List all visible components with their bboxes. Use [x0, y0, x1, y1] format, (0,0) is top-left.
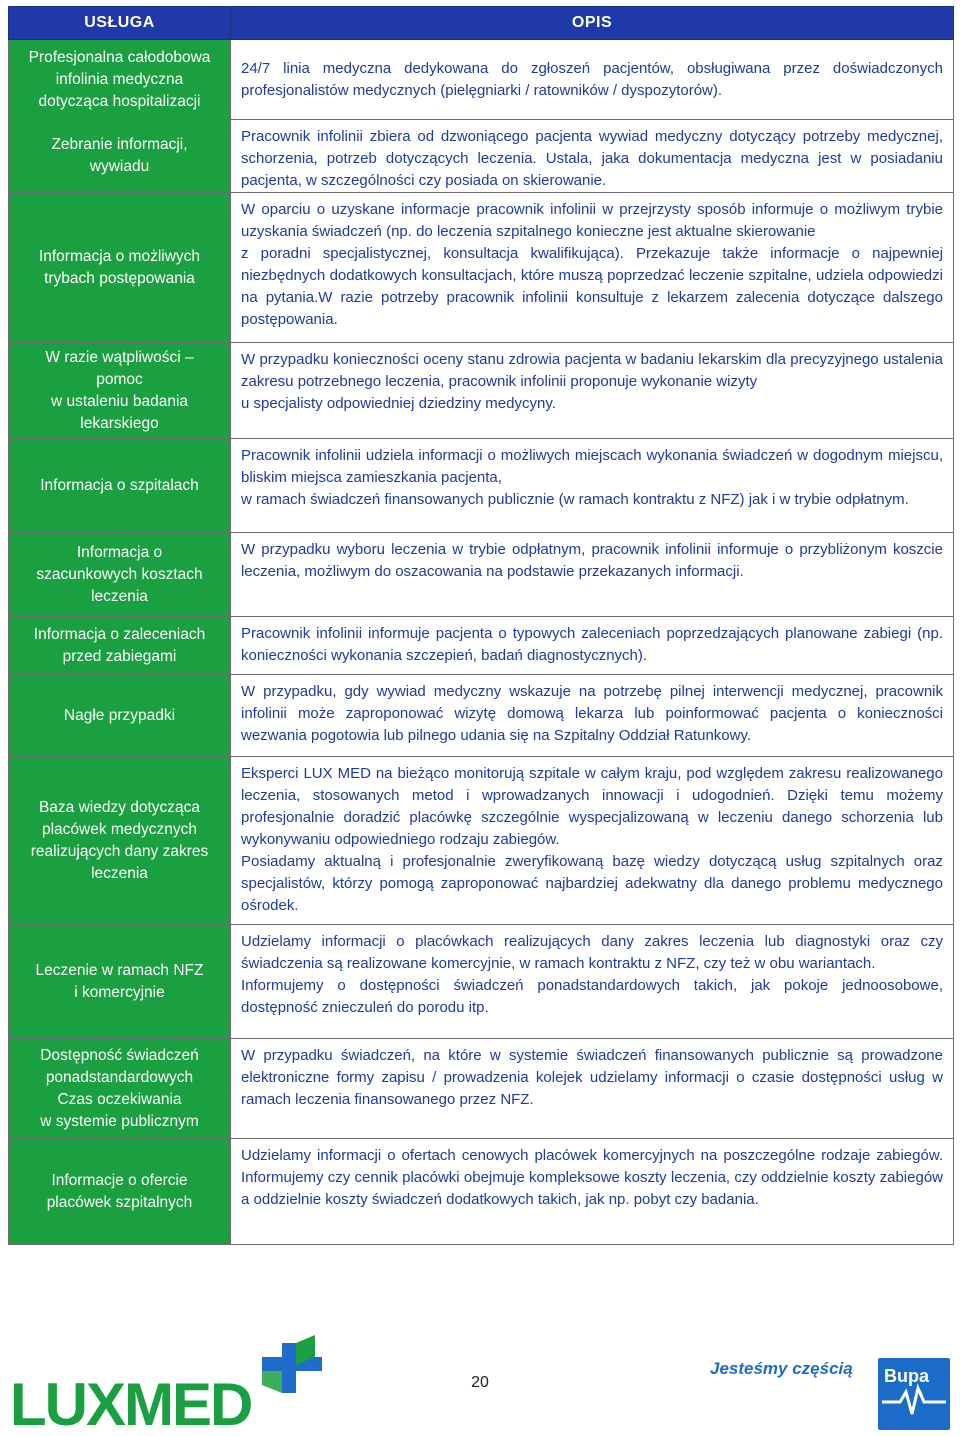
bupa-tagline: Jesteśmy częścią	[710, 1359, 853, 1378]
service-label: Dostępność świadczeń ponadstandardowych Czas oczekiwania w systemie publicznym	[40, 1046, 199, 1130]
service-cell	[9, 439, 231, 533]
bupa-wordmark: Bupa	[884, 1366, 929, 1386]
description-cell	[231, 1039, 954, 1139]
description-cell	[231, 533, 954, 617]
service-label: Profesjonalna całodobowa infolinia medyczna dotycząca hospitalizacji	[28, 48, 211, 110]
service-label: Leczenie w ramach NFZ i komercyjnie	[35, 961, 204, 1001]
description-text: Udzielamy informacji o ofertach cenowych placówek komercyjnych na poszczególne rodzaje zabiegów. Informujemy czy cennik placówki obejmuje kompleksowe koszty leczenia, czy oddzielnie koszty zabiegów a oddzielnie koszty świadczeń dodatkowych takich, jak np. pobyt czy badania.	[241, 1147, 943, 1208]
description-text: Pracownik infolinii informuje pacjenta o typowych zaleceniach poprzedzających planowane zabiegi (np. konieczności wykonania szczepień, badań diagnostycznych).	[241, 625, 943, 664]
service-cell	[9, 1139, 231, 1245]
service-label: Zebranie informacji, wywiadu	[51, 136, 188, 175]
service-cell	[9, 1039, 231, 1139]
service-label: Informacje o ofercie placówek szpitalnych	[46, 1171, 193, 1211]
table-row	[9, 40, 954, 120]
table-row	[9, 1039, 954, 1139]
service-cell	[9, 533, 231, 617]
table-row	[9, 120, 954, 193]
description-text: Pracownik infolinii zbiera od dzwoniącego pacjenta wywiad medyczny dotyczący potrzeby medycznej, schorzenia, potrzeb dotyczących leczenia. Ustala, jaka dokumentacja medyczna jest w posiadaniu pacjenta, w szczególności czy posiada on skierowanie.	[241, 128, 943, 189]
description-cell	[231, 193, 954, 343]
table-header-row	[9, 7, 954, 40]
service-cell	[9, 617, 231, 675]
service-label: Informacja o szacunkowych kosztach leczenia	[36, 543, 203, 605]
table-row	[9, 1139, 954, 1245]
service-cell	[9, 925, 231, 1039]
service-label: Informacja o możliwych trybach postępowania	[38, 247, 201, 287]
description-text: W przypadku wyboru leczenia w trybie odpłatnym, pracownik infolinii informuje o przybliżonym koszcie leczenia, możliwym do oszacowania na podstawie przekazanych informacji.	[241, 541, 943, 580]
service-cell	[9, 193, 231, 343]
description-cell	[231, 675, 954, 757]
table-row	[9, 617, 954, 675]
page-number: 20	[471, 1374, 489, 1391]
service-label: Baza wiedzy dotycząca placówek medycznych realizujących dany zakres leczenia	[30, 798, 209, 882]
description-cell	[231, 1139, 954, 1245]
table-row	[9, 925, 954, 1039]
service-cell	[9, 343, 231, 439]
service-label: W razie wątpliwości – pomoc w ustaleniu badania lekarskiego	[45, 348, 194, 432]
description-cell	[231, 617, 954, 675]
table-row	[9, 533, 954, 617]
description-cell	[231, 120, 954, 193]
description-text: W przypadku konieczności oceny stanu zdrowia pacjenta w badaniu lekarskim dla precyzyjnego ustalenia zakresu potrzebnego leczenia, pracownik infolinii proponuje wykonanie wizyty u specjalisty odpowiedniej dziedziny medycyny.	[241, 351, 943, 412]
description-text: Udzielamy informacji o placówkach realizujących dany zakres leczenia lub diagnostyki oraz czy świadczenia są realizowane komercyjnie, w ramach kontraktu z NFZ, czy też w obu wariantach. Informujemy o dostępności świadczeń ponadstandardowych takich, jak pokoje jednoosobowe, dostępność znieczuleń do porodu itp.	[241, 933, 943, 1016]
description-cell	[231, 343, 954, 439]
table-row	[9, 675, 954, 757]
description-text: W przypadku, gdy wywiad medyczny wskazuje na potrzebę pilnej interwencji medycznej, pracownik infolinii może zaproponować wizytę domową lekarza lub poinformować pacjenta o konieczności wezwania pogotowia lub pilnego udania się na Szpitalny Oddział Ratunkowy.	[241, 683, 943, 744]
service-label: Informacja o szpitalach	[40, 476, 199, 494]
table-row	[9, 343, 954, 439]
service-cell	[9, 675, 231, 757]
services-table	[8, 6, 954, 1245]
header-service: USŁUGA	[9, 7, 231, 40]
table-row	[9, 193, 954, 343]
table-row	[9, 757, 954, 925]
description-text: Eksperci LUX MED na bieżąco monitorują szpitale w całym kraju, pod względem zakresu realizowanego leczenia, stosowanych metod i wprowadzanych innowacji i udogodnień. Dzięki temu możemy profesjonalnie doradzić placówkę szczególnie wyspecjalizowaną w leczeniu danego schorzenia lub wykonywaniu odpowiedniego rodzaju zabiegów. Posiadamy aktualną i profesjonalnie zweryfikowaną bazę wiedzy dotyczącą usług szpitalnych oraz specjalistów, którzy pomogą zaproponować najbardziej adekwatny dla danego problemu medycznego ośrodek.	[241, 765, 943, 914]
service-label: Nagłe przypadki	[63, 706, 176, 724]
luxmed-wordmark: LUXMED	[10, 1371, 252, 1431]
description-cell	[231, 757, 954, 925]
description-cell	[231, 40, 954, 120]
table-row	[9, 439, 954, 533]
description-text: 24/7 linia medyczna dedykowana do zgłoszeń pacjentów, obsługiwana przez doświadczonych profesjonalistów medycznych (pielęgniarki / ratowników / dyspozytorów).	[241, 60, 943, 99]
luxmed-logo	[10, 1333, 330, 1436]
description-cell	[231, 925, 954, 1039]
description-text: W oparciu o uzyskane informacje pracownik infolinii w przejrzysty sposób informuje o możliwym trybie uzyskania świadczeń (np. do leczenia szpitalnego konieczne jest aktualne skierowanie z poradni specjalistycznej, konsultacja kwalifikująca). Przekazuje także informacje o najpewniej niezbędnych dodatkowych konsultacjach, które muszą poprzedzać leczenie szpitalne, udziela odpowiedzi na pytania.W razie potrzeby pracownik infolinii konsultuje z lekarzem zalecenia dotyczące dalszego postępowania.	[241, 201, 943, 328]
service-label: Informacja o zaleceniach przed zabiegami	[33, 625, 206, 665]
service-cell	[9, 757, 231, 925]
bupa-logo	[878, 1358, 950, 1435]
service-cell	[9, 40, 231, 120]
description-text: Pracownik infolinii udziela informacji o możliwych miejscach wykonania świadczeń w dogodnym miejscu, bliskim miejsca zamieszkania pacjenta, w ramach świadczeń finansowanych publicznie (w ramach kontraktu z NFZ) jak i w trybie odpłatnym.	[241, 447, 943, 508]
service-cell	[9, 120, 231, 193]
header-description: OPIS	[231, 7, 954, 40]
description-text: W przypadku świadczeń, na które w systemie świadczeń finansowanych publicznie są prowadzone elektroniczne formy zapisu / prowadzenia kolejek udzielamy informacji o czasie dostępności usług w ramach leczenia finansowanego przez NFZ.	[241, 1047, 943, 1108]
luxmed-cross-icon	[262, 1335, 322, 1393]
description-cell	[231, 439, 954, 533]
